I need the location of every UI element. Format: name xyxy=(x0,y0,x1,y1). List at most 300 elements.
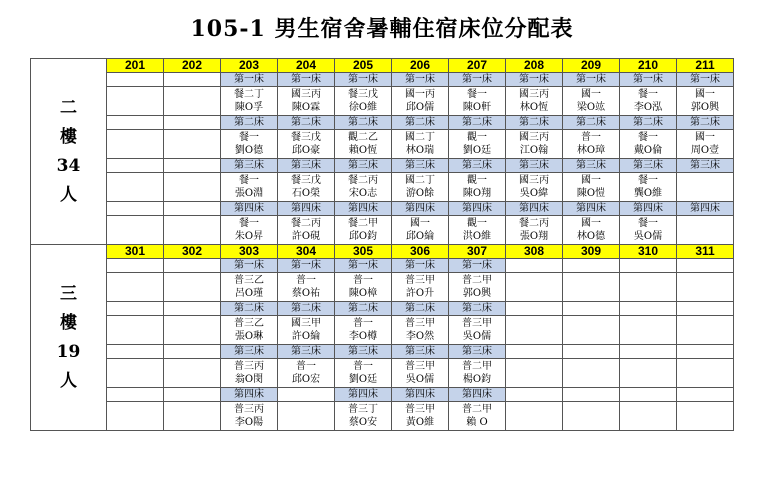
empty-cell xyxy=(620,273,677,302)
empty-cell xyxy=(278,388,335,402)
student-class: 普二甲 xyxy=(462,275,492,286)
empty-cell xyxy=(164,316,221,345)
occupant-cell xyxy=(506,216,563,245)
bed-label: 第三床 xyxy=(392,345,449,359)
room-number: 211 xyxy=(677,59,734,73)
occupant-cell xyxy=(563,216,620,245)
occupant-cell xyxy=(392,173,449,202)
occupant-cell xyxy=(278,130,335,159)
occupant-cell xyxy=(335,359,392,388)
floor-label xyxy=(31,245,107,431)
student-name: 賴O恆 xyxy=(348,145,378,156)
empty-cell xyxy=(107,316,164,345)
floor-label xyxy=(31,59,107,245)
bed-label: 第一床 xyxy=(278,73,335,87)
occupant-cell xyxy=(392,402,449,431)
occupant-cell xyxy=(335,130,392,159)
student-class: 國一 xyxy=(581,175,601,186)
student-name: 劉O廷 xyxy=(348,374,378,385)
empty-cell xyxy=(164,173,221,202)
floor-label-line: 人 xyxy=(60,370,77,391)
empty-cell xyxy=(107,216,164,245)
bed-label: 第三床 xyxy=(335,159,392,173)
student-name: 吳O儒 xyxy=(405,374,435,385)
empty-cell xyxy=(563,273,620,302)
room-number: 206 xyxy=(392,59,449,73)
floor-label-line: 樓 xyxy=(60,312,77,333)
student-name: 黃O維 xyxy=(405,417,435,428)
floor-label-line: 19 xyxy=(56,341,81,362)
occupant-cell xyxy=(335,216,392,245)
student-class: 餐三戊 xyxy=(291,175,321,186)
room-number: 308 xyxy=(506,245,563,259)
occupant-cell xyxy=(449,402,506,431)
occupant-cell xyxy=(620,173,677,202)
bed-label: 第一床 xyxy=(335,73,392,87)
room-number: 305 xyxy=(335,245,392,259)
occupant-cell xyxy=(221,273,278,302)
occupant-cell xyxy=(620,130,677,159)
empty-cell xyxy=(677,388,734,402)
student-name: 張O翔 xyxy=(519,231,549,242)
occupant-cell xyxy=(449,359,506,388)
student-class: 餐三戊 xyxy=(348,89,378,100)
student-class: 普三丙 xyxy=(234,361,264,372)
empty-cell xyxy=(620,402,677,431)
student-class: 普一 xyxy=(353,275,373,286)
room-number: 209 xyxy=(563,59,620,73)
bed-label: 第三床 xyxy=(221,159,278,173)
room-number: 302 xyxy=(164,245,221,259)
student-class: 餐一 xyxy=(239,132,259,143)
student-class: 餐三戊 xyxy=(291,132,321,143)
student-class: 國一 xyxy=(581,218,601,229)
student-name: 李O陽 xyxy=(234,417,264,428)
empty-cell xyxy=(164,345,221,359)
bed-label: 第二床 xyxy=(278,302,335,316)
empty-cell xyxy=(107,202,164,216)
bed-label: 第一床 xyxy=(677,73,734,87)
empty-cell xyxy=(677,173,734,202)
occupant-cell xyxy=(278,216,335,245)
occupant-cell xyxy=(221,316,278,345)
student-class: 普一 xyxy=(296,275,316,286)
room-number: 311 xyxy=(677,245,734,259)
empty-cell xyxy=(563,316,620,345)
student-class: 觀一 xyxy=(467,218,487,229)
occupant-cell xyxy=(449,273,506,302)
bed-label: 第四床 xyxy=(449,202,506,216)
student-class: 普三甲 xyxy=(405,404,435,415)
room-number: 210 xyxy=(620,59,677,73)
bed-label: 第一床 xyxy=(221,73,278,87)
student-class: 國三丙 xyxy=(519,132,549,143)
occupant-cell xyxy=(221,130,278,159)
bed-label: 第四床 xyxy=(677,202,734,216)
student-class: 國一 xyxy=(695,89,715,100)
bed-label: 第二床 xyxy=(677,116,734,130)
student-name: 林O德 xyxy=(576,231,606,242)
student-class: 國三甲 xyxy=(291,318,321,329)
student-name: 陳O樟 xyxy=(348,288,378,299)
student-class: 餐二丙 xyxy=(291,218,321,229)
empty-cell xyxy=(506,359,563,388)
bed-label: 第四床 xyxy=(278,202,335,216)
room-number: 306 xyxy=(392,245,449,259)
empty-cell xyxy=(107,388,164,402)
student-class: 餐一 xyxy=(239,175,259,186)
empty-cell xyxy=(107,359,164,388)
room-number: 207 xyxy=(449,59,506,73)
student-name: 劉O德 xyxy=(234,145,264,156)
student-name: 許O硯 xyxy=(291,231,321,242)
student-name: 梁O竑 xyxy=(576,102,606,113)
floor-label-line: 三 xyxy=(60,283,77,304)
occupant-cell xyxy=(392,87,449,116)
student-name: 龔O維 xyxy=(633,188,663,199)
student-class: 國二丁 xyxy=(405,132,435,143)
bed-label: 第一床 xyxy=(392,259,449,273)
student-name: 游O餘 xyxy=(405,188,435,199)
empty-cell xyxy=(164,87,221,116)
student-name: 洪O維 xyxy=(462,231,492,242)
occupant-cell xyxy=(278,87,335,116)
empty-cell xyxy=(677,359,734,388)
student-class: 餐二丙 xyxy=(519,218,549,229)
empty-cell xyxy=(677,402,734,431)
empty-cell xyxy=(164,259,221,273)
room-number: 208 xyxy=(506,59,563,73)
occupant-cell xyxy=(278,273,335,302)
empty-cell xyxy=(563,359,620,388)
student-class: 普三丙 xyxy=(234,404,264,415)
empty-cell xyxy=(506,345,563,359)
student-class: 觀一 xyxy=(467,132,487,143)
student-class: 普一 xyxy=(353,318,373,329)
bed-label: 第一床 xyxy=(506,73,563,87)
occupant-cell xyxy=(677,130,734,159)
empty-cell xyxy=(107,345,164,359)
bed-label: 第二床 xyxy=(221,116,278,130)
bed-label: 第一床 xyxy=(563,73,620,87)
floor-label-line: 二 xyxy=(60,97,77,118)
occupant-cell xyxy=(449,173,506,202)
bed-label: 第四床 xyxy=(392,388,449,402)
occupant-cell xyxy=(506,130,563,159)
student-name: 邱O宏 xyxy=(291,374,321,385)
bed-allocation-table xyxy=(30,58,734,431)
bed-label: 第四床 xyxy=(221,388,278,402)
student-name: 許O升 xyxy=(405,288,435,299)
occupant-cell xyxy=(221,173,278,202)
empty-cell xyxy=(563,345,620,359)
empty-cell xyxy=(677,316,734,345)
empty-cell xyxy=(506,316,563,345)
bed-label: 第二床 xyxy=(506,116,563,130)
student-class: 普三甲 xyxy=(405,275,435,286)
floor-label-line: 34 xyxy=(56,155,81,176)
bed-label: 第二床 xyxy=(335,116,392,130)
student-name: 宋O志 xyxy=(348,188,378,199)
student-class: 餐一 xyxy=(638,218,658,229)
student-class: 國一丙 xyxy=(405,89,435,100)
room-number: 205 xyxy=(335,59,392,73)
empty-cell xyxy=(620,359,677,388)
empty-cell xyxy=(107,73,164,87)
bed-label: 第四床 xyxy=(449,388,506,402)
empty-cell xyxy=(563,259,620,273)
empty-cell xyxy=(677,345,734,359)
student-class: 國二丁 xyxy=(405,175,435,186)
empty-cell xyxy=(107,273,164,302)
student-name: 張O琳 xyxy=(234,331,264,342)
student-name: 周O壹 xyxy=(690,145,720,156)
occupant-cell xyxy=(278,173,335,202)
bed-label: 第二床 xyxy=(620,116,677,130)
student-name: 邱O鈞 xyxy=(348,231,378,242)
occupant-cell xyxy=(677,87,734,116)
occupant-cell xyxy=(620,216,677,245)
student-name: 陳O孚 xyxy=(234,102,264,113)
empty-cell xyxy=(107,159,164,173)
student-class: 國一 xyxy=(581,89,601,100)
empty-cell xyxy=(563,388,620,402)
bed-label: 第二床 xyxy=(449,116,506,130)
occupant-cell xyxy=(221,87,278,116)
bed-label: 第三床 xyxy=(449,159,506,173)
occupant-cell xyxy=(335,173,392,202)
empty-cell xyxy=(107,130,164,159)
student-class: 餐一 xyxy=(239,218,259,229)
occupant-cell xyxy=(335,87,392,116)
occupant-cell xyxy=(392,216,449,245)
bed-label: 第一床 xyxy=(449,73,506,87)
bed-label: 第一床 xyxy=(392,73,449,87)
student-name: 江O翰 xyxy=(519,145,549,156)
room-number: 203 xyxy=(221,59,278,73)
bed-label: 第三床 xyxy=(221,345,278,359)
empty-cell xyxy=(107,173,164,202)
empty-cell xyxy=(506,302,563,316)
bed-label: 第三床 xyxy=(449,345,506,359)
student-name: 陳O翔 xyxy=(462,188,492,199)
student-name: 李O泓 xyxy=(633,102,663,113)
bed-label: 第四床 xyxy=(392,202,449,216)
student-name: 呂O瑾 xyxy=(234,288,264,299)
student-name: 林O璋 xyxy=(576,145,606,156)
student-class: 普三乙 xyxy=(234,318,264,329)
empty-cell xyxy=(677,259,734,273)
occupant-cell xyxy=(392,359,449,388)
student-name: 李O然 xyxy=(405,331,435,342)
empty-cell xyxy=(164,388,221,402)
empty-cell xyxy=(620,302,677,316)
empty-cell xyxy=(506,388,563,402)
floor-label-line: 樓 xyxy=(60,126,77,147)
student-class: 普三乙 xyxy=(234,275,264,286)
empty-cell xyxy=(164,273,221,302)
empty-cell xyxy=(677,273,734,302)
bed-label: 第三床 xyxy=(563,159,620,173)
room-number: 307 xyxy=(449,245,506,259)
empty-cell xyxy=(107,302,164,316)
empty-cell xyxy=(677,302,734,316)
occupant-cell xyxy=(392,316,449,345)
student-name: 林O恆 xyxy=(519,102,549,113)
bed-label: 第四床 xyxy=(335,202,392,216)
empty-cell xyxy=(164,216,221,245)
student-class: 國一 xyxy=(695,132,715,143)
occupant-cell xyxy=(392,130,449,159)
occupant-cell xyxy=(392,273,449,302)
student-name: 邱O儒 xyxy=(405,102,435,113)
student-class: 國三丙 xyxy=(291,89,321,100)
bed-label: 第二床 xyxy=(392,302,449,316)
occupant-cell xyxy=(278,316,335,345)
bed-label: 第一床 xyxy=(278,259,335,273)
student-class: 普一 xyxy=(353,361,373,372)
room-number: 301 xyxy=(107,245,164,259)
student-class: 觀一 xyxy=(467,175,487,186)
occupant-cell xyxy=(221,216,278,245)
student-name: 陳O愷 xyxy=(576,188,606,199)
student-name: 朱O昇 xyxy=(234,231,264,242)
student-class: 普一 xyxy=(296,361,316,372)
student-class: 餐一 xyxy=(638,89,658,100)
bed-label: 第四床 xyxy=(563,202,620,216)
student-class: 餐二丙 xyxy=(348,175,378,186)
student-name: 戴O倫 xyxy=(633,145,663,156)
room-number: 201 xyxy=(107,59,164,73)
student-name: 郭O興 xyxy=(462,288,492,299)
student-name: 蔡O安 xyxy=(348,417,378,428)
student-name: 邱O豪 xyxy=(291,145,321,156)
floor-label-line: 人 xyxy=(60,184,77,205)
student-class: 餐二甲 xyxy=(348,218,378,229)
bed-label: 第一床 xyxy=(620,73,677,87)
empty-cell xyxy=(107,402,164,431)
student-class: 普二甲 xyxy=(462,361,492,372)
student-class: 普一 xyxy=(581,132,601,143)
empty-cell xyxy=(107,116,164,130)
empty-cell xyxy=(506,259,563,273)
student-class: 普三甲 xyxy=(462,318,492,329)
bed-label: 第三床 xyxy=(335,345,392,359)
empty-cell xyxy=(164,402,221,431)
empty-cell xyxy=(107,259,164,273)
occupant-cell xyxy=(449,316,506,345)
empty-cell xyxy=(164,202,221,216)
occupant-cell xyxy=(449,130,506,159)
student-name: 張O淵 xyxy=(234,188,264,199)
bed-label: 第一床 xyxy=(449,259,506,273)
student-class: 餐二丁 xyxy=(234,89,264,100)
bed-label: 第四床 xyxy=(335,388,392,402)
student-class: 普三丁 xyxy=(348,404,378,415)
bed-label: 第一床 xyxy=(335,259,392,273)
bed-label: 第二床 xyxy=(278,116,335,130)
student-class: 餐一 xyxy=(638,132,658,143)
bed-label: 第二床 xyxy=(392,116,449,130)
student-class: 國三丙 xyxy=(519,175,549,186)
occupant-cell xyxy=(563,130,620,159)
empty-cell xyxy=(620,388,677,402)
occupant-cell xyxy=(563,173,620,202)
student-class: 國一 xyxy=(410,218,430,229)
student-name: 郭O興 xyxy=(690,102,720,113)
student-name: 陳O霖 xyxy=(291,102,321,113)
occupant-cell xyxy=(563,87,620,116)
empty-cell xyxy=(620,345,677,359)
room-number: 310 xyxy=(620,245,677,259)
student-class: 餐一 xyxy=(638,175,658,186)
student-name: 吳O儒 xyxy=(633,231,663,242)
occupant-cell xyxy=(221,359,278,388)
bed-label: 第三床 xyxy=(506,159,563,173)
empty-cell xyxy=(164,130,221,159)
student-name: 翁O閔 xyxy=(234,374,264,385)
bed-label: 第三床 xyxy=(677,159,734,173)
empty-cell xyxy=(164,159,221,173)
occupant-cell xyxy=(335,273,392,302)
room-number: 309 xyxy=(563,245,620,259)
occupant-cell xyxy=(335,402,392,431)
bed-label: 第二床 xyxy=(335,302,392,316)
empty-cell xyxy=(506,402,563,431)
student-name: 林O瑞 xyxy=(405,145,435,156)
student-class: 普三甲 xyxy=(405,318,435,329)
bed-label: 第二床 xyxy=(449,302,506,316)
empty-cell xyxy=(164,359,221,388)
occupant-cell xyxy=(620,87,677,116)
bed-label: 第一床 xyxy=(221,259,278,273)
student-name: 劉O廷 xyxy=(462,145,492,156)
student-name: 陳O軒 xyxy=(462,102,492,113)
room-number: 204 xyxy=(278,59,335,73)
occupant-cell xyxy=(278,359,335,388)
student-name: 石O榮 xyxy=(291,188,321,199)
empty-cell xyxy=(620,259,677,273)
empty-cell xyxy=(164,73,221,87)
student-class: 普二甲 xyxy=(462,404,492,415)
student-class: 國三丙 xyxy=(519,89,549,100)
student-name: 徐O維 xyxy=(348,102,378,113)
occupant-cell xyxy=(449,216,506,245)
empty-cell xyxy=(278,402,335,431)
student-name: 吳O緯 xyxy=(519,188,549,199)
student-class: 普三甲 xyxy=(405,361,435,372)
empty-cell xyxy=(563,302,620,316)
student-name: 蔡O祐 xyxy=(291,288,321,299)
occupant-cell xyxy=(449,87,506,116)
room-number: 202 xyxy=(164,59,221,73)
bed-label: 第四床 xyxy=(620,202,677,216)
page-title: 105-1 男生宿舍暑輔住宿床位分配表 xyxy=(190,16,574,42)
bed-label: 第二床 xyxy=(221,302,278,316)
occupant-cell xyxy=(506,87,563,116)
empty-cell xyxy=(677,216,734,245)
bed-label: 第三床 xyxy=(278,159,335,173)
occupant-cell xyxy=(221,402,278,431)
bed-label: 第四床 xyxy=(221,202,278,216)
empty-cell xyxy=(506,273,563,302)
room-number: 303 xyxy=(221,245,278,259)
student-class: 觀二乙 xyxy=(348,132,378,143)
bed-label: 第二床 xyxy=(563,116,620,130)
empty-cell xyxy=(164,302,221,316)
bed-label: 第三床 xyxy=(278,345,335,359)
bed-label: 第三床 xyxy=(392,159,449,173)
